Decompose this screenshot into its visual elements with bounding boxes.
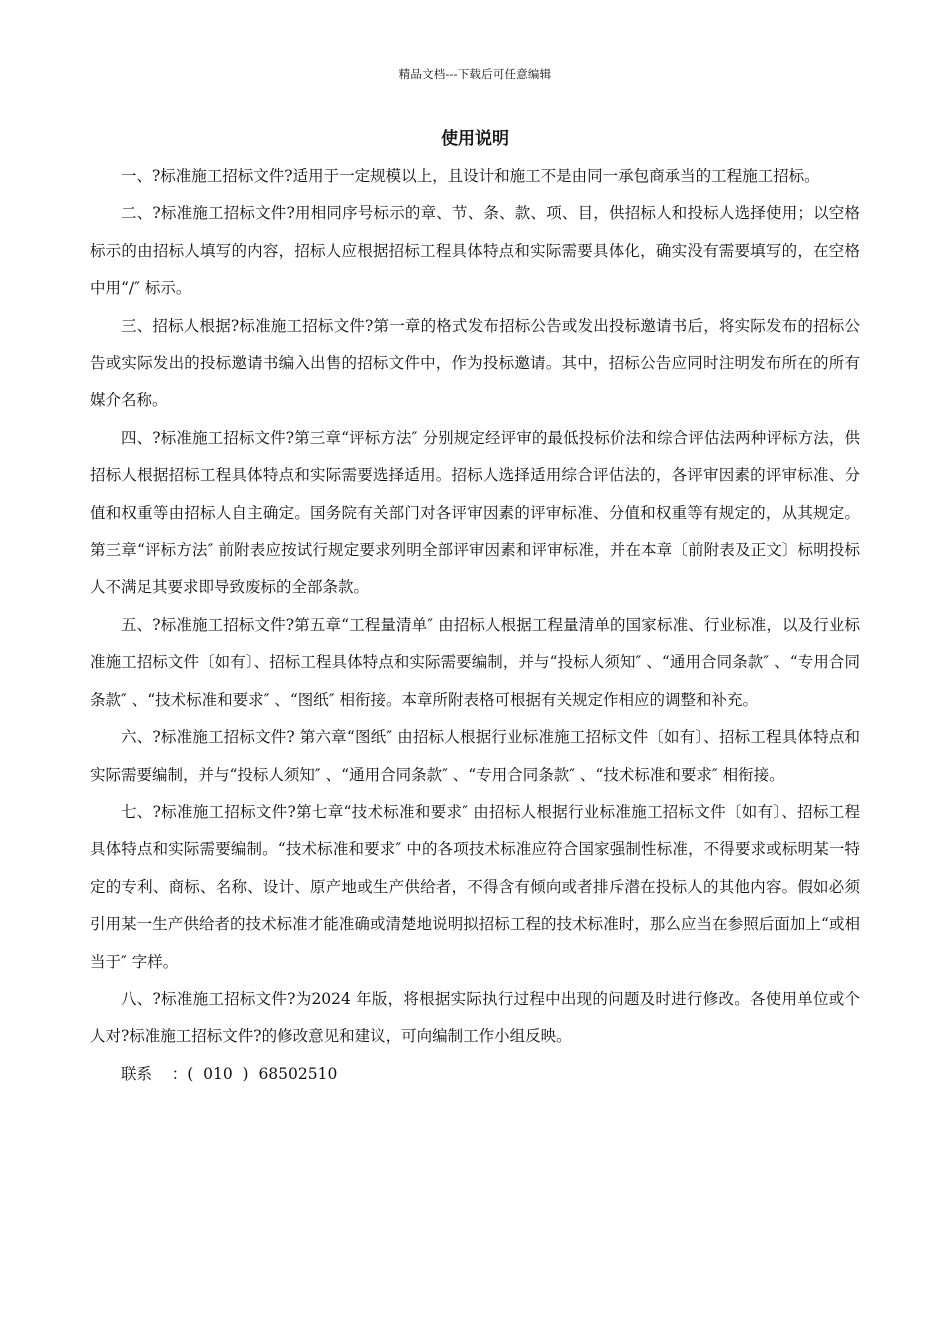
document-title: 使用说明 <box>441 129 509 149</box>
document-body <box>90 158 860 1093</box>
contact-line: 联系 ：( 010 ) 68502510 <box>121 1064 338 1083</box>
paragraph-8: 八、?标准施工招标文件?为2024 年版，将根据实际执行过程中出现的问题及时进行修改。各使用单位或个人对?标准施工招标文件?的修改意见和建议，可向编制工作小组反映。 <box>90 989 860 1046</box>
page-header: 精品文档---下载后可任意编辑 <box>398 67 552 81</box>
paragraph-1: 一、?标准施工招标文件?适用于一定规模以上，且设计和施工不是由同一承包商承当的工程施工招标。 <box>121 167 820 185</box>
paragraph-4: 四、?标准施工招标文件?第三章“评标方法″ 分别规定经评审的最低投标价法和综合评估法两种评标方法，供招标人根据招标工程具体特点和实际需要选择适用。招标人选择适用综合评估法的，各评审因素的评审标准、分值和权重等由招标人自主确定。国务院有关部门对各评审因素的评审标准、分值和权重等有规定的，从其规定。第三章“评标方法″ 前附表应按试行规定要求列明全部评审因素和评审标准，并在本章〔前附表及正文〕标明投标人不满足其要求即导致废标的全部条款。 <box>90 428 860 597</box>
paragraph-7: 七、?标准施工招标文件?第七章“技术标准和要求″ 由招标人根据行业标准施工招标文件〔如有〕、招标工程具体特点和实际需要编制。“技术标准和要求″ 中的各项技术标准应符合国家强制性标准，不得要求或标明某一特定的专利、商标、名称、设计、原产地或生产供给者，不得含有倾向或者排斥潜在投标人的其他内容。假如必须引用某一生产供给者的技术标准才能准确或清楚地说明拟招标工程的技术标准时，那么应当在参照后面加上“或相当于″ 字样。 <box>90 802 860 971</box>
paragraph-3: 三、招标人根据?标准施工招标文件?第一章的格式发布招标公告或发出投标邀请书后，将实际发布的招标公告或实际发出的投标邀请书编入出售的招标文件中，作为投标邀请。其中，招标公告应同时注明发布所在的所有媒介名称。 <box>90 316 860 410</box>
paragraph-6: 六、?标准施工招标文件? 第六章“图纸″ 由招标人根据行业标准施工招标文件〔如有〕、招标工程具体特点和实际需要编制，并与“投标人须知″ 、“通用合同条款″ 、“专用合同条款″ 、“技术标准和要求″ 相衔接。 <box>90 728 860 784</box>
paragraph-5: 五、?标准施工招标文件?第五章“工程量清单″ 由招标人根据工程量清单的国家标准、行业标准，以及行业标准施工招标文件〔如有〕、招标工程具体特点和实际需要编制，并与“投标人须知″ 、“通用合同条款″ 、“专用合同条款″ 、“技术标准和要求″ 、“图纸″ 相衔接。本章所附表格可根据有关规定作相应的调整和补充。 <box>90 615 860 709</box>
paragraph-2: 二、?标准施工招标文件?用相同序号标示的章、节、条、款、项、目，供招标人和投标人选择使用；以空格标示的由招标人填写的内容，招标人应根据招标工程具体特点和实际需要具体化，确实没有需要填写的，在空格中用“/″ 标示。 <box>90 204 860 298</box>
